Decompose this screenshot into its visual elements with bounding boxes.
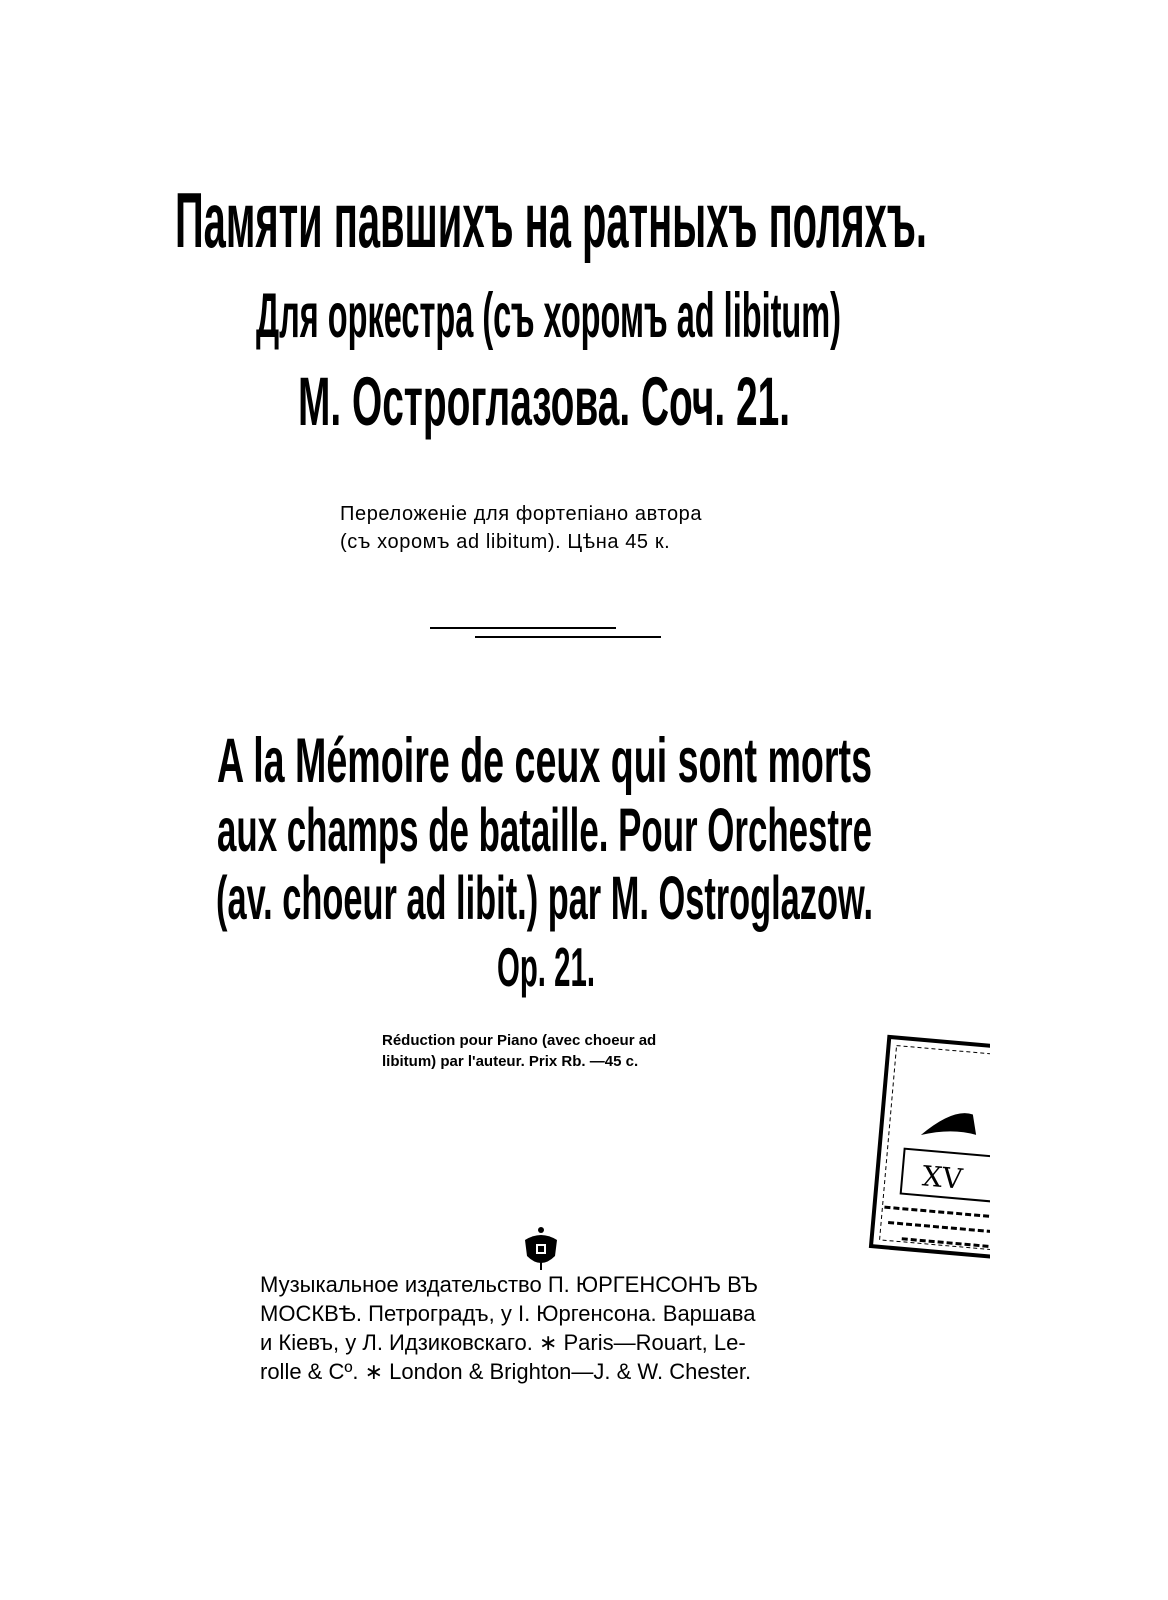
russian-subtitle: Для оркестра (съ хоромъ ad libitum) (256, 281, 841, 351)
imprint-line: rolle & Cº. ∗ London & Brighton—J. & W. Chester. (260, 1359, 752, 1384)
stamp-text: XV (920, 1159, 964, 1196)
divider-rule (430, 627, 616, 629)
reduction-line: Réduction pour Piano (avec choeur ad (382, 1032, 657, 1049)
divider-rule (475, 636, 661, 638)
russian-arrangement (340, 500, 702, 556)
russian-composer: М. Остроглазова. Соч. 21. (298, 364, 790, 440)
french-title-line: aux champs de bataille. Pour Orchestre (217, 796, 872, 864)
imperial-eagle-emblem (522, 1226, 560, 1270)
russian-title: Памяти павшихъ на ратныхъ поляхъ. (175, 176, 927, 264)
french-title-line: A la Mémoire de ceux qui sont morts (217, 726, 872, 796)
arrangement-line: (съ хоромъ ad libitum). Цѣна 45 к. (340, 531, 671, 553)
library-stamp (850, 1030, 990, 1260)
reduction-line: libitum) par l'auteur. Prix Rb. —45 c. (382, 1053, 639, 1070)
imprint-line: МОСКВѢ. Петроградъ, у І. Юргенсона. Варшава (260, 1301, 756, 1326)
publisher-imprint (260, 1270, 758, 1386)
imprint-line: Музыкальное издательство П. ЮРГЕНСОНЪ ВЪ (260, 1272, 759, 1297)
french-reduction (382, 1030, 656, 1072)
french-title-line: (av. choeur ad libit.) par M. Ostroglazow. (216, 864, 873, 932)
french-opus: Op. 21. (497, 936, 595, 998)
imprint-line: и Кіевъ, у Л. Идзиковскаго. ∗ Paris—Rouart, Le- (260, 1330, 746, 1355)
arrangement-line: Переложеніе для фортепіано автора (340, 503, 703, 525)
